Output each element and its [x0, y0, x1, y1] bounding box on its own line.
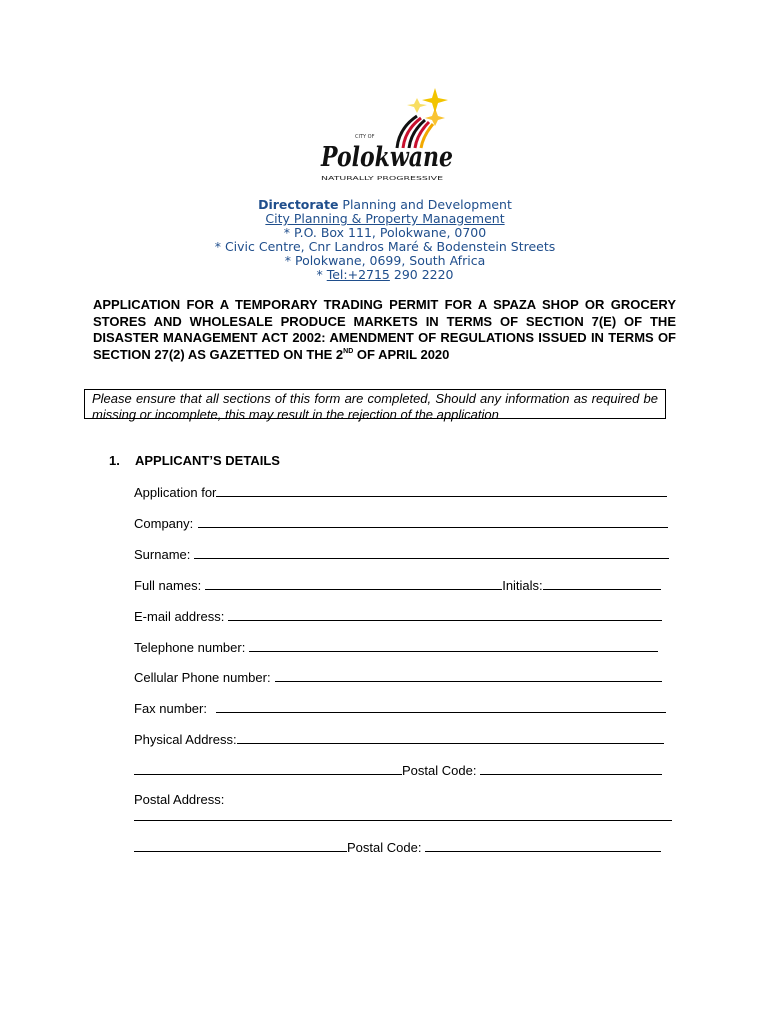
telephone-input[interactable]: [249, 639, 658, 652]
polokwane-logo: [317, 86, 457, 186]
po-box-line: * P.O. Box 111, Polokwane, 0700: [283, 225, 487, 240]
physical-address-input[interactable]: [237, 731, 664, 744]
postal-address-line-1: [134, 808, 672, 825]
directorate-line: Directorate Planning and Development: [258, 197, 512, 212]
civic-centre-line: * Civic Centre, Cnr Landros Maré & Bodenstein Streets: [214, 239, 556, 254]
postal-code-input[interactable]: [425, 839, 661, 852]
company-field: Company:: [134, 515, 668, 532]
full-names-input[interactable]: [205, 577, 502, 590]
physical-address-field: Physical Address:: [134, 731, 664, 748]
section-heading: 1. APPLICANT’S DETAILS: [109, 453, 280, 468]
document-title: APPLICATION FOR A TEMPORARY TRADING PERMIT FOR A SPAZA SHOP OR GROCERY STORES AND WHOLESALE PRODUCE MARKETS IN TERMS OF SECTION 7(E) OF THE DISASTER MANAGEMENT ACT 2002: AMENDMENT OF REGULATIONS ISSUED IN TERMS OF SECTION 27(2) AS GAZETTED ON THE 2ND OF APRIL 2020: [93, 297, 676, 362]
postal-address-label: Postal Address:: [134, 792, 225, 807]
application-for-field: Application for: [134, 484, 667, 501]
company-input[interactable]: [198, 515, 668, 528]
email-input[interactable]: [228, 608, 662, 621]
physical-address-input-2[interactable]: [134, 762, 402, 775]
cellular-input[interactable]: [275, 669, 662, 682]
fax-field: Fax number:: [134, 700, 666, 717]
telephone-line: * Tel:+2715 290 2220: [316, 267, 454, 282]
notice-box: Please ensure that all sections of this form are completed, Should any information as required be missing or incomplete, this may result in the rejection of the application: [84, 389, 666, 419]
physical-address-line-2: Postal Code:: [134, 762, 662, 779]
postal-address-input[interactable]: [134, 808, 672, 821]
email-field: E-mail address:: [134, 608, 662, 625]
application-for-input[interactable]: [216, 484, 667, 497]
physical-postal-code-input[interactable]: [480, 762, 662, 775]
city-line: * Polokwane, 0699, South Africa: [284, 253, 486, 268]
logo-tagline: NATURALLY PROGRESSIVE: [321, 176, 444, 182]
department-line: City Planning & Property Management: [265, 211, 505, 226]
surname-input[interactable]: [194, 546, 669, 559]
logo-name: Polokwane: [320, 142, 453, 173]
full-names-field: Full names: Initials:: [134, 577, 661, 594]
initials-input[interactable]: [543, 577, 661, 590]
logo-city-of: CITY OF: [355, 134, 375, 140]
fax-input[interactable]: [216, 700, 666, 713]
postal-address-input-2[interactable]: [134, 839, 347, 852]
telephone-field: Telephone number:: [134, 639, 658, 656]
postal-address-line-2: Postal Code:: [134, 839, 661, 856]
tel-link[interactable]: Tel:+2715: [326, 267, 390, 282]
surname-field: Surname:: [134, 546, 669, 563]
cellular-field: Cellular Phone number:: [134, 669, 662, 686]
